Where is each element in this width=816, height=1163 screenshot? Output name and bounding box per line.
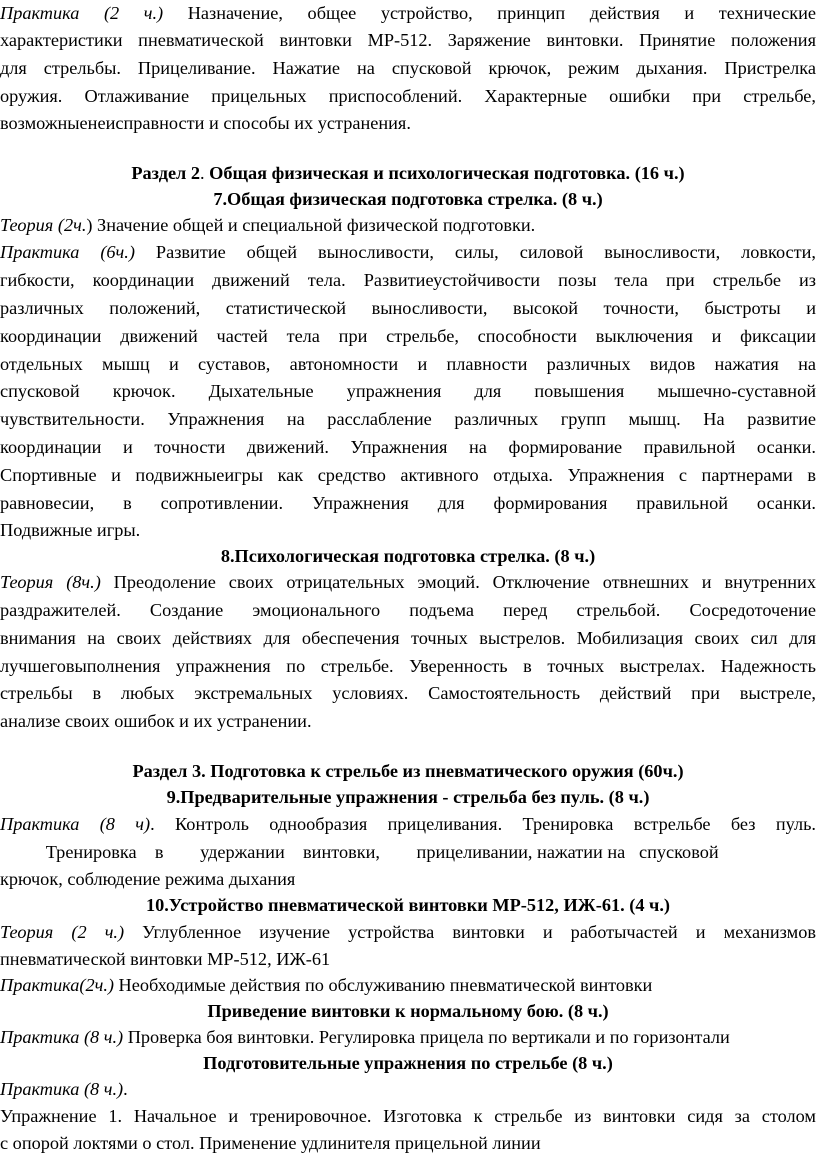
paragraph-line <box>0 811 816 837</box>
paragraph-line <box>0 517 816 543</box>
paragraph-line <box>0 0 816 26</box>
paragraph-line <box>0 1103 816 1129</box>
practice-label: Практика (8 ч) <box>0 814 151 834</box>
text-run: координации движений частей тела при стрельбе, способности выключения и фиксации <box>0 326 816 346</box>
subsection-heading <box>0 998 816 1024</box>
practice-label: Практика (8 ч.) <box>0 1079 124 1099</box>
paragraph-line <box>0 27 816 53</box>
heading-run: 8.Психологическая подготовка стрелка. (8 ч.) <box>220 546 596 566</box>
paragraph-line <box>0 597 816 623</box>
paragraph-line <box>0 267 816 293</box>
paragraph-line <box>0 972 816 998</box>
paragraph-line <box>0 434 816 460</box>
paragraph-line <box>0 83 816 109</box>
section-heading <box>0 160 816 186</box>
paragraph-line <box>0 110 816 136</box>
paragraph-line <box>0 866 816 892</box>
heading-run: Раздел 2 <box>131 163 201 183</box>
subsection-heading <box>0 543 816 569</box>
practice-label: Практика (8 ч.) <box>0 1027 124 1047</box>
paragraph-line <box>0 295 816 321</box>
theory-label: Теория (8ч.) <box>0 572 101 592</box>
text-run: Проверка боя винтовки. Регулировка прицела по вертикали и по горизонтали <box>123 1027 730 1047</box>
text-run: крючок, соблюдение режима дыхания <box>0 869 296 889</box>
text-run: Спортивные и подвижныеигры как средство активного отдыха. Упражнения с партнерами в <box>0 465 816 485</box>
paragraph-line <box>0 212 816 238</box>
paragraph-line <box>0 946 816 972</box>
text-run: Тренировка в удержании винтовки, прицеливании, нажатии на спусковой <box>0 842 719 862</box>
paragraph-line <box>0 323 816 349</box>
subsection-heading <box>0 186 816 212</box>
heading-run: . <box>200 163 210 183</box>
paragraph-line <box>0 1024 816 1050</box>
heading-run: Раздел 3. Подготовка к стрельбе из пневматического оружия (60ч.) <box>132 761 684 781</box>
text-run: . <box>123 1079 128 1099</box>
subsection-heading <box>0 784 816 810</box>
subsection-heading <box>0 892 816 918</box>
paragraph-line <box>0 462 816 488</box>
text-run: характеристики пневматической винтовки МР-512. Заряжение винтовки. Принятие положения <box>0 30 816 50</box>
paragraph-line <box>0 239 816 265</box>
paragraph-line <box>0 625 816 651</box>
text-run: координации и точности движений. Упражнения на формирование правильной осанки. <box>0 437 816 457</box>
text-run: стрельбы в любых экстремальных условиях. Самостоятельность действий при выстреле, <box>0 683 816 703</box>
text-run: внимания на своих действиях для обеспечения точных выстрелов. Мобилизация своих сил для <box>0 628 816 648</box>
section-heading <box>0 758 816 784</box>
practice-label: Практика(2ч.) <box>0 975 114 995</box>
text-run: Развитие общей выносливости, силы, силовой выносливости, ловкости, <box>134 242 816 262</box>
text-run: Назначение, общее устройство, принцип действия и технические <box>163 3 816 23</box>
text-run: отдельных мышц и суставов, автономности и плавности различных видов нажатия на <box>0 354 816 374</box>
heading-run: Общая физическая и психологическая подготовка. (16 ч.) <box>209 163 685 183</box>
text-run: пневматической винтовки МР-512, ИЖ-61 <box>0 949 331 969</box>
heading-run: 10.Устройство пневматической винтовки МР-512, ИЖ-61. (4 ч.) <box>145 895 671 915</box>
text-run: равновесии, в сопротивлении. Упражнения для формирования правильной осанки. <box>0 493 816 513</box>
paragraph-line <box>0 351 816 377</box>
practice-label: Практика (6ч.) <box>0 242 135 262</box>
text-run: Подвижные игры. <box>0 520 141 540</box>
paragraph-line <box>0 490 816 516</box>
text-run: лучшеговыполнения упражнения по стрельбе. Уверенность в точных выстрелах. Надежность <box>0 656 816 676</box>
text-run: чувствительности. Упражнения на расслабление различных групп мышц. На развитие <box>0 409 816 429</box>
paragraph-line <box>0 55 816 81</box>
text-run: ) Значение общей и специальной физической подготовки. <box>86 215 536 235</box>
paragraph-line <box>0 1076 816 1102</box>
text-run: Упражнение 1. Начальное и тренировочное. Изготовка к стрельбе из винтовки сидя за столом <box>0 1106 816 1126</box>
heading-run: 9.Предварительные упражнения - стрельба без пуль. (8 ч.) <box>166 787 650 807</box>
text-run: оружия. Отлаживание прицельных приспособлений. Характерные ошибки при стрельбе, <box>0 86 816 106</box>
paragraph-line <box>0 1130 816 1156</box>
paragraph-line <box>0 378 816 404</box>
text-run: возможныенеисправности и способы их устранения. <box>0 113 411 133</box>
paragraph-line <box>0 569 816 595</box>
subsection-heading <box>0 1050 816 1076</box>
text-run: . Контроль однообразия прицеливания. Тренировка встрельбе без пуль. <box>150 814 816 834</box>
heading-run: Подготовительные упражнения по стрельбе (8 ч.) <box>203 1053 613 1073</box>
text-run: раздражителей. Создание эмоционального подъема перед стрельбой. Сосредоточение <box>0 600 816 620</box>
paragraph-line <box>0 708 816 734</box>
paragraph-line <box>0 653 816 679</box>
text-run: для стрельбы. Прицеливание. Нажатие на спусковой крючок, режим дыхания. Пристрелка <box>0 58 816 78</box>
text-run: различных положений, статистической выносливости, высокой точности, быстроты и <box>0 298 816 318</box>
text-run: анализе своих ошибок и их устранении. <box>0 711 312 731</box>
text-run: гибкости, координации движений тела. Развитиеустойчивости позы тела при стрельбе из <box>0 270 816 290</box>
theory-label: Теория (2ч. <box>0 215 87 235</box>
practice-label: Практика (2 ч.) <box>0 3 164 23</box>
heading-run: 7.Общая физическая подготовка стрелка. (8 ч.) <box>213 189 603 209</box>
paragraph-line <box>0 919 816 945</box>
text-run: Необходимые действия по обслуживанию пневматической винтовки <box>113 975 653 995</box>
paragraph-line <box>0 680 816 706</box>
text-run: Углубленное изучение устройства винтовки и работычастей и механизмов <box>124 922 816 942</box>
theory-label: Теория (2 ч.) <box>0 922 125 942</box>
text-run: спусковой крючок. Дыхательные упражнения для повышения мышечно-суставной <box>0 381 816 401</box>
text-run: с опорой локтями о стол. Применение удлинителя прицельной линии <box>0 1133 541 1153</box>
heading-run: Приведение винтовки к нормальному бою. (8 ч.) <box>207 1001 609 1021</box>
text-run: Преодоление своих отрицательных эмоций. Отключение отвнешних и внутренних <box>100 572 816 592</box>
paragraph-line <box>0 406 816 432</box>
paragraph-line <box>0 839 816 865</box>
